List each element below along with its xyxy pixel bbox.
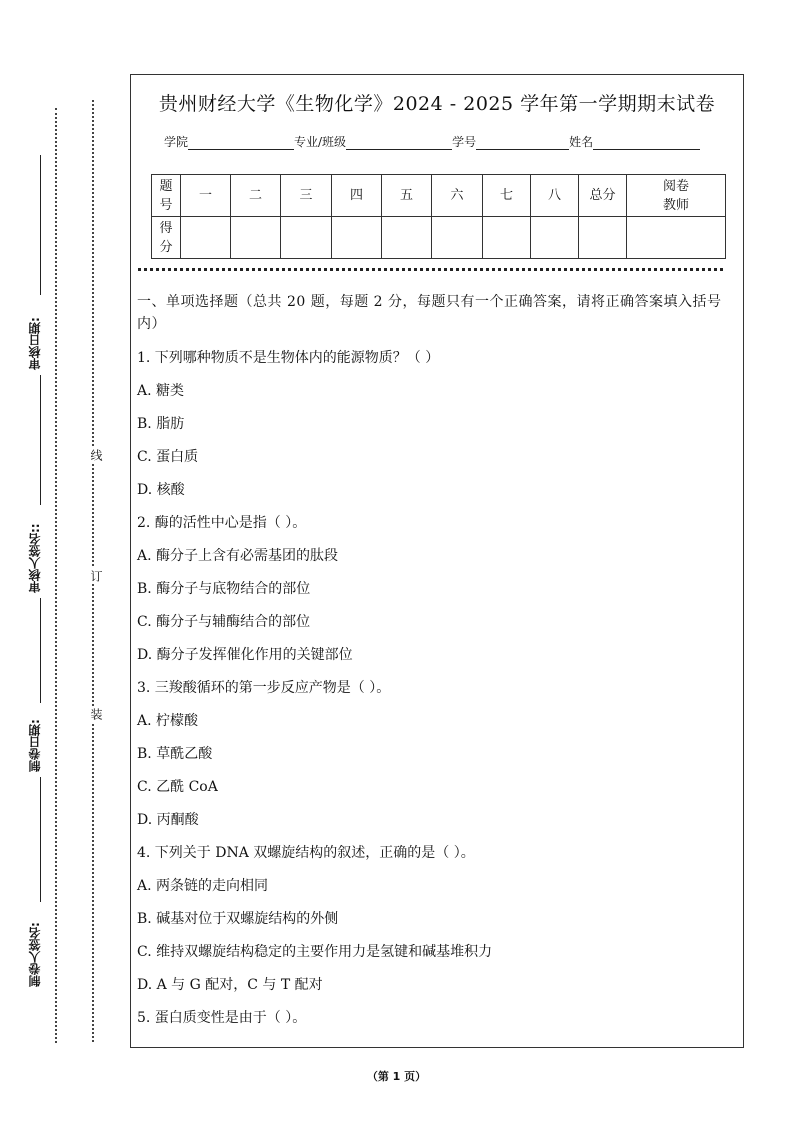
option-line: D. 丙酮酸 bbox=[137, 812, 199, 828]
column-head: 二 bbox=[231, 175, 281, 217]
total-score-head: 总分 bbox=[579, 175, 627, 217]
option-line: A. 糖类 bbox=[137, 383, 185, 399]
score-table-score-row bbox=[152, 217, 726, 259]
reviewer-signature-line bbox=[40, 375, 41, 505]
column-head: 五 bbox=[382, 175, 432, 217]
exam-title: 贵州财经大学《生物化学》2024 - 2025 学年第一学期期末试卷 bbox=[158, 93, 716, 115]
score-cell[interactable] bbox=[432, 217, 483, 259]
column-head: 一 bbox=[181, 175, 231, 217]
student-info-row bbox=[164, 133, 700, 150]
major-class-label: 专业/班级 bbox=[294, 135, 347, 149]
question-line: 5. 蛋白质变性是由于（ ）。 bbox=[137, 1010, 307, 1026]
exam-frame bbox=[130, 74, 744, 1048]
column-head: 七 bbox=[483, 175, 531, 217]
dotted-separator bbox=[138, 268, 723, 271]
college-field[interactable] bbox=[188, 137, 294, 150]
compile-date-label: 制卷日期: bbox=[28, 719, 42, 772]
score-table-header-row bbox=[152, 175, 726, 217]
score-cell[interactable] bbox=[181, 217, 231, 259]
binding-dotted-line-outer bbox=[55, 108, 57, 1043]
score-cell[interactable] bbox=[483, 217, 531, 259]
total-score-cell[interactable] bbox=[579, 217, 627, 259]
option-line: A. 酶分子上含有必需基团的肽段 bbox=[137, 548, 339, 564]
option-line: B. 碱基对位于双螺旋结构的外侧 bbox=[137, 911, 339, 927]
compiler-signature-label: 制卷人签名: bbox=[28, 922, 42, 987]
name-field[interactable] bbox=[593, 137, 700, 150]
score-table bbox=[151, 174, 726, 259]
question-line: 3. 三羧酸循环的第一步反应产物是（ ）。 bbox=[137, 680, 391, 696]
option-line: C. 维持双螺旋结构稳定的主要作用力是氢键和碱基堆积力 bbox=[137, 944, 493, 960]
binding-char-line: 线 bbox=[89, 449, 103, 461]
question-content bbox=[137, 291, 735, 1040]
compile-date-line bbox=[40, 598, 41, 703]
score-cell[interactable] bbox=[382, 217, 432, 259]
option-line: C. 蛋白质 bbox=[137, 449, 199, 465]
column-head: 三 bbox=[281, 175, 332, 217]
column-head: 八 bbox=[531, 175, 579, 217]
grader-cell[interactable] bbox=[627, 217, 726, 259]
question-line: 1. 下列哪种物质不是生物体内的能源物质？（ ） bbox=[137, 350, 440, 366]
option-line: B. 草酰乙酸 bbox=[137, 746, 213, 762]
question-line: 4. 下列关于 DNA 双螺旋结构的叙述，正确的是（ ）。 bbox=[137, 845, 475, 861]
question-line: 2. 酶的活性中心是指（ ）。 bbox=[137, 515, 307, 531]
option-line: D. 酶分子发挥催化作用的关键部位 bbox=[137, 647, 353, 663]
grader-head: 阅卷 教师 bbox=[627, 175, 726, 217]
score-cell[interactable] bbox=[332, 217, 382, 259]
major-class-field[interactable] bbox=[346, 137, 452, 150]
score-cell[interactable] bbox=[231, 217, 281, 259]
column-head: 四 bbox=[332, 175, 382, 217]
option-line: C. 酶分子与辅酶结合的部位 bbox=[137, 614, 311, 630]
option-line: A. 两条链的走向相同 bbox=[137, 878, 269, 894]
option-line: B. 脂肪 bbox=[137, 416, 185, 432]
section-heading: 一、单项选择题（总共 20 题，每题 2 分，每题只有一个正确答案，请将正确答案填入括号内） bbox=[137, 294, 722, 332]
score-cell[interactable] bbox=[531, 217, 579, 259]
option-line: B. 酶分子与底物结合的部位 bbox=[137, 581, 311, 597]
binding-char-staple: 订 bbox=[89, 570, 103, 582]
reviewer-signature-label: 审核人签名:: bbox=[28, 523, 42, 593]
option-line: C. 乙酰 CoA bbox=[137, 779, 218, 795]
student-id-label: 学号 bbox=[452, 135, 477, 149]
option-line: D. A 与 G 配对，C 与 T 配对 bbox=[137, 977, 323, 993]
score-row-head: 得 分 bbox=[152, 217, 181, 259]
score-cell[interactable] bbox=[281, 217, 332, 259]
name-label: 姓名 bbox=[569, 135, 594, 149]
binding-char-bind: 装 bbox=[89, 708, 103, 720]
question-number-head: 题 号 bbox=[152, 175, 181, 217]
column-head: 六 bbox=[432, 175, 483, 217]
page-number: （第 1 页） bbox=[366, 1070, 427, 1083]
compiler-signature-line bbox=[40, 777, 41, 902]
option-line: D. 核酸 bbox=[137, 482, 185, 498]
review-date-line bbox=[40, 155, 41, 295]
college-label: 学院 bbox=[164, 135, 189, 149]
review-date-label: 审核日期: bbox=[28, 317, 42, 370]
student-id-field[interactable] bbox=[476, 137, 569, 150]
option-line: A. 柠檬酸 bbox=[137, 713, 199, 729]
